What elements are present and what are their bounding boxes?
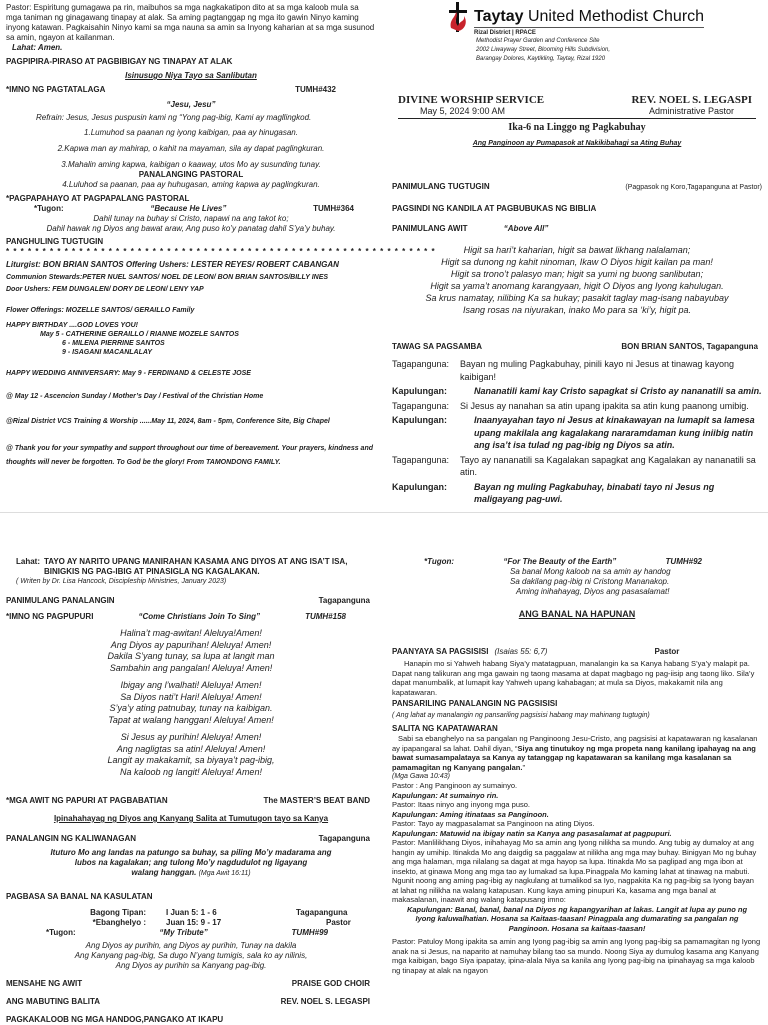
tawag-row (392, 342, 762, 352)
salita-text (392, 734, 762, 772)
cross-and-flame-icon (447, 2, 469, 32)
stanza-line: Ang nagligtas sa atin! Aleluya! Amen! (116, 743, 266, 754)
bagong-tipan-row (6, 908, 376, 918)
exchange-line: Kapulungan: Aming itinataas sa Panginoon. (392, 809, 549, 819)
stewards-line: Communion Stewards:PETER NUEL SANTOS/ NOEL DE LEON/ BON BRIAN SANTOS/BILLY INES (6, 274, 329, 281)
mensahe-row (6, 979, 376, 989)
above-line-3: Higit sa trono’t palasyo man; higit sa yumi ng buong sanlibutan; (450, 269, 704, 279)
bagong-tipan-ref: I Juan 5: 1 - 6 (166, 908, 217, 917)
above-line-2: Higit sa dunong ng kahit ninoman, Ikaw O Diyos higit kailan pa man! (441, 257, 713, 267)
kaliwanagan-line-3-text: walang hanggan. (131, 868, 197, 877)
tribute-number: TUMH#99 (291, 928, 328, 937)
mga-awit: *MGA AWIT NG PAPURI AT PAGBABATIAN (6, 796, 168, 805)
litany-text: Bayan ng muling Pagkabuhay, pinili kayo ni Jesus at tinawag kayong kaibigan! (460, 359, 735, 382)
stanzas (6, 628, 376, 778)
paanyaya-row (392, 647, 762, 657)
litany-text: Bayan ng muling Pagkabuhay, binabati tayo ni Jesus ng maligayang pag-uwi. (474, 481, 715, 504)
mga-awit-row (6, 796, 376, 806)
litany-text: Inaanyayahan tayo ni Jesus at kinakawayan na lumapit sa lamesa upang makilala ang kagalakang nararamdaman kung iniibig natin ang isa’t isa tulad ng pag-ibig ng Diyos sa atin. (474, 415, 755, 450)
stanza (6, 680, 376, 726)
service-date: May 5, 2024 9:00 AM (420, 106, 506, 116)
address-line-1: Methodist Prayer Garden and Conference Site (476, 38, 600, 44)
above-line-5: Sa krus namatay, nilibing Ka sa hukay; pasakit taglay mag-isang nabayubay (425, 293, 729, 303)
bulletin-top-sheet (0, 0, 768, 512)
stanza-line: S’ya’y ating patnubay, tunay na kaibigan. (109, 703, 273, 713)
pastor-last: Pastor: Patuloy Mong ipakita sa amin ang Iyong pag-ibig sa amin ang Iyong pag-ibig sa pamamagitan ng Iyong anak na si Jesus, na naparito at namuhay bilang tao sa mundo. Noong Siya ay dumulog kasama ang Kanyang mga kaibigan, bago Siya ipapatay, ipina-alala Niya sa kanila ang Iyong pag-ibig na ipinahayag sa mga kaloob ng tinapay at alak na ngayon (392, 937, 761, 975)
panimulang-tugtugin: PANIMULANG TUGTUGIN (392, 182, 490, 191)
litany-row (392, 400, 762, 413)
litany-row (392, 454, 762, 479)
district: Rizal District | RPACE (474, 27, 704, 37)
stanza-line: Ang Diyos ay papurihan! Aleluya! Amen! (110, 639, 272, 650)
ebanghelyo-row (6, 918, 376, 928)
stanza-line: Tapat at walang hanggan! Aleluya! Amen! (108, 714, 274, 725)
tribute-line-3: Ang Diyos ay purihin sa Kanyang pag-ibig. (115, 961, 267, 970)
flower-line: Flower Offerings: MOZELLE SANTOS/ GERAILLO Family (6, 307, 195, 314)
pastor-name: REV. NOEL S. LEGASPI (631, 94, 752, 106)
kaliwanagan-leader: Tagapanguna (318, 834, 370, 843)
bottom-right-column (392, 557, 762, 1025)
litany-text: Si Jesus ay nanahan sa atin upang ipakita sa atin kung paanong umibig. (460, 400, 749, 411)
tribute-title: “My Tribute” (159, 928, 208, 937)
wedding-line: HAPPY WEDDING ANNIVERSARY: May 9 - FERDINAND & CELESTE JOSE (6, 370, 251, 377)
stanza-line: Si Jesus ay purihin! Aleluya! Amen! (120, 732, 262, 742)
bottom-left-column (6, 557, 376, 1025)
pagbasa-heading: PAGBASA SA BANAL NA KASULATAN (6, 892, 153, 901)
refrain: Refrain: Jesus, Jesus puspusin kami ng “Yong pag-ibig, Kami ay magllingkod. (36, 113, 312, 122)
above-line-4: Higit sa yama’t anomang karangyaan, higit O Diyos ang Iyong kahulugan. (430, 281, 724, 291)
sunday-name: Ika-6 na Linggo ng Pagkabuhay (508, 122, 646, 133)
salita: SALITA NG KAPATAWARAN (392, 724, 498, 733)
stanza (6, 628, 376, 674)
exchange (392, 781, 762, 838)
written-by: ( Writen by Dr. Lisa Hancock, Discipleship Ministries, January 2023) (16, 578, 227, 585)
beauty-line-3: Aming inihahayag, Diyos ang pasasalamat! (516, 587, 670, 596)
litany-speaker: Tagapanguna: (392, 359, 450, 369)
because-row (6, 204, 376, 214)
top-right-column (392, 0, 762, 512)
tugtugin-row (392, 182, 762, 193)
stanza-line: Sa Diyos nati’t Hari! Aleluya! Amen! (120, 691, 262, 702)
jesu-title: “Jesu, Jesu” (166, 100, 216, 109)
because-number: TUMH#364 (313, 204, 354, 213)
lahat-block (6, 557, 376, 577)
beauty-line-1: Sa banal Mong kaloob na sa amin ay handog (510, 567, 671, 576)
above-line-1: Higit sa hari’t kaharian, higit sa bawat likhang nalalaman; (463, 245, 691, 255)
ebanghelyo-label: *Ebanghelyo : (92, 918, 146, 927)
masters-beat: The MASTER’S BEAT BAND (263, 796, 370, 805)
litany-text: Tayo ay nananatili sa Kagalakan sapagkat ang Kagalakan ay nananatili sa atin. (460, 454, 756, 477)
pastor-prayer: Pastor: Espiritung gumagawa pa rin, maibuhos sa mga nagkakatipon dito at sa mga kaloob mula sa mga taniman ng ginagawang tinapay at alak. Sa aming pagtanggap ng mga ito gawin Ninyo kaming inyong katawan. Pagkaisahin Ninyo kami sa mga nauna sa amin sa Inyong kaharian at sa mga susunod sa amin, ngayon at kailanman. (6, 3, 375, 42)
exchange-line: Pastor : Ang Panginoon ay sumainyo. (392, 781, 518, 790)
litany-speaker: Kapulungan: (392, 415, 447, 425)
church-header (392, 0, 762, 72)
bulletin-bottom-sheet (0, 512, 768, 1024)
panalangin-pastoral: PANALANGING PASTORAL (138, 170, 244, 179)
pansarili: PANSARILING PANALANGIN NG PAGSISISI (392, 699, 558, 708)
church-name-rest: United Methodist Church (527, 8, 705, 25)
kaliwanagan: PANALANGIN NG KALIWANAGAN (6, 834, 137, 843)
isinusugo-heading: Isinusugo Niya Tayo sa Sanlibutan (125, 71, 257, 80)
stanza-line: Dakila S’yang tunay, sa lupa at langit man (107, 651, 275, 661)
beauty-number: TUMH#92 (665, 557, 702, 566)
verse-1: 1.Lumuhod sa paanan ng iyong kaibigan, paa ay hinugasan. (84, 128, 298, 137)
mabuting-balita-row (6, 997, 376, 1007)
panimulang-awit-row (392, 224, 762, 234)
birthday-item-3: 9 - ISAGANI MACANLALAY (62, 349, 153, 356)
tribute-line-1: Ang Diyos ay purihin, ang Diyos ay purihin, Tunay na dakila (85, 941, 297, 950)
mensahe: MENSAHE NG AWIT (6, 979, 83, 988)
kaliwanagan-line-1: Ituturo Mo ang landas na patungo sa buhay, sa piling Mo’y madarama ang (50, 848, 332, 857)
mabuting-pastor: REV. NOEL S. LEGASPI (280, 997, 370, 1006)
imno-pagtatalaga-label: *IMNO NG PAGTATALAGA (6, 85, 106, 94)
bagong-leader: Tagapanguna (296, 908, 348, 917)
tribute-row (6, 928, 376, 938)
exchange-line: Pastor: Tayo ay magpasalamat sa Panginoon na ating Diyos. (392, 819, 595, 828)
litany-text: Nananatili kami kay Cristo sapagkat si Cristo ay nananatili sa amin. (474, 386, 762, 396)
verse-2: 2.Kapwa man ay mahirap, o kahit na mayaman, sila ay dapat paglingkuran. (57, 144, 325, 153)
stanza-line: Na kaloob ng langit! Aleluya! Amen! (120, 766, 262, 777)
tribute-line-2: Ang Kanyang pag-ibig, Sa dugo N’yang tumigis, sala ko ay nilinis, (74, 951, 308, 960)
kaliwanagan-row (6, 834, 376, 844)
kaliwanagan-line-2: lubos na kagalakan; ang tulong Mo’y nagdudulot ng ligayang (74, 858, 308, 867)
pagsindi-heading: PAGSINDI NG KANDILA AT PAGBUBUKAS NG BIBLIA (392, 204, 597, 213)
stanza-line: Ibigay ang l’walhati! Aleluya! Amen! (120, 680, 262, 690)
litany-row (392, 414, 762, 452)
door-ushers-line: Door Ushers: FEM DUNGALEN/ DORY DE LEON/ LENY YAP (6, 286, 204, 293)
above-all-title: “Above All” (503, 224, 549, 233)
panghuling-heading: PANGHULING TUGTUGIN (6, 237, 104, 246)
beauty-tugon: *Tugon: (424, 557, 455, 566)
vcs-line: @Rizal District VCS Training & Worship ......May 11, 2024, 8am - 5pm, Conference Site, Big Chapel (6, 418, 330, 425)
birthday-item-1: May 5 - CATHERINE GERAILLO / RIANNE MOZELE SANTOS (40, 331, 239, 338)
pagpapahayo-heading: *PAGPAPAHAYO AT PAGPAPALANG PASTORAL (6, 194, 190, 203)
tugon-label: *Tugon: (34, 204, 64, 213)
kapulungan-hymn: Kapulungan: Banal, banal, banal na Diyos ng kapangyarihan at lakas. Langit at lupa ay puno ng Iyong kaluwalhatian. Hosana sa Kaitaas-taasan! Pinagpala ang dumarating sa pangalan ng Panginoon. Hosana sa kaitaas-taasan! (406, 904, 748, 933)
service-date-row (392, 106, 762, 116)
panimulang-panalangin-row (6, 596, 376, 606)
address (476, 37, 610, 64)
come-christians-title: “Come Christians Join To Sing” (138, 612, 260, 621)
stanza-line: Langit ay makakamit, sa biyaya’t pag-ibig, (107, 755, 275, 765)
church-name-bold: Taytay (474, 8, 524, 25)
salita-text-1: Sabi sa ebanghelyo na sa pangalan ng Panginoong Jesu-Cristo, ang pagsisisi at kapatawaran ng kasalanan ay ipapangaral sa lahat. Dahil diyan, “ (392, 734, 758, 753)
pagkakaloob: PAGKAKALOOB NG MGA HANDOG,PANGAKO AT IKAPU (6, 1015, 224, 1024)
exchange-line: Kapulungan: Matuwid na ibigay natin sa Kanya ang pasasalamat at pagpupuri. (392, 828, 672, 838)
above-all-lyrics (392, 244, 762, 316)
service-title: DIVINE WORSHIP SERVICE (398, 94, 545, 106)
litany-speaker: Kapulungan: (392, 386, 447, 396)
stanza-line: Sambahin ang pangalan! Aleluya! Amen! (109, 662, 273, 673)
praise-choir: PRAISE GOD CHOIR (291, 979, 370, 988)
ascension-line: @ May 12 - Ascencion Sunday / Mother’s Day / Festival of the Christian Home (6, 393, 264, 400)
ebanghelyo-ref: Juan 15: 9 - 17 (166, 918, 222, 927)
address-line-2: 2002 Liwayway Street, Blooming Hills Subdivision, (476, 47, 611, 53)
imno-pagtatalaga-row (6, 85, 376, 95)
birthday-heading: HAPPY BIRTHDAY ....GOD LOVES YOU! (6, 322, 138, 329)
stanza-line: Halina’t mag-awitan! Aleluya!Amen! (120, 628, 262, 638)
beauty-title: “For The Beauty of the Earth” (503, 557, 617, 566)
panalangin-leader: Tagapanguna (318, 596, 370, 605)
service-theme: Ang Panginoon ay Pumapasok at Nakikibahagi sa Ating Buhay (472, 140, 682, 147)
litany-speaker: Kapulungan: (392, 481, 447, 492)
panimulang-awit: PANIMULANG AWIT (392, 224, 468, 233)
liturgist-line: Liturgist: BON BRIAN SANTOS Offering Ushers: LESTER REYES/ ROBERT CABANGAN (6, 260, 339, 269)
because-line-2: Dahil hawak ng Diyos ang bawat araw, Ang puso ko’y panatag dahil S’ya’y buhay. (46, 224, 336, 233)
litany-row (392, 385, 762, 398)
church-name (474, 8, 704, 26)
beauty-line-2: Sa dakilang pag-ibig ni Cristong Mananakop. (510, 577, 670, 586)
kaliwanagan-line-3 (6, 868, 376, 878)
paanyaya: PAANYAYA SA PAGSISISI (392, 647, 489, 656)
header-divider (398, 118, 756, 119)
litany-row (392, 358, 762, 383)
pansarili-note: ( Ang lahat ay manalangin ng pansariling pagsisisi habang may mahinang tugtugin) (392, 712, 650, 719)
bagong-tipan-label: Bagong Tipan: (90, 908, 146, 917)
tawag-leader: BON BRIAN SANTOS, Tagapanguna (621, 342, 758, 351)
verse-4: 4.Luluhod sa paanan, paa ay huhugasan, aming kapwa ay paglingkuran. (62, 180, 320, 189)
exchange-line: Pastor: Itaas ninyo ang inyong mga puso. (392, 800, 531, 809)
above-line-6: Isang rosas na niyurakan, inako Mo para sa ‘ki’y, higit pa. (463, 305, 691, 315)
because-title: “Because He Lives” (150, 204, 227, 213)
tawag-heading: TAWAG SA PAGSAMBA (392, 342, 483, 351)
imno-pagpupuri: *IMNO NG PAGPUPURI (6, 612, 94, 621)
banal-hapunan: ANG BANAL NA HAPUNAN (518, 609, 636, 619)
stanza (6, 732, 376, 778)
lahat-head: Lahat: (16, 557, 40, 566)
ipinahahayag: Ipinahahayag ng Diyos ang Kanyang Salita at Tumutugon tayo sa Kanya (53, 814, 329, 823)
pagpipira-heading: PAGPIPIRA-PIRASO AT PAGBIBIGAY NG TINAPAY AT ALAK (6, 57, 233, 66)
salita-text-2: ” (522, 762, 525, 772)
mabuting-balita: ANG MABUTING BALITA (6, 997, 101, 1006)
litany (392, 358, 762, 506)
thanks-note: @ Thank you for your sympathy and support throughout our time of bereavement. Your prayers, kindness and thoughts will never be forgotten. To God be the glory! From TAMONDONG FAMILY. (6, 445, 373, 466)
lahat-amen: Lahat: Amen. (12, 43, 63, 52)
paanyaya-text: Hanapin mo si Yahweh habang Siya’y matatagpuan, manalangin ka sa Kanya habang S’ya’y malapit pa. Dapat nang talikuran ang mga gawain ng taong masama at dapat magbago ng pag-iisip ang taong liko. Sila’y dapat manumbalik, at lumapit kay Yahweh upang kahabagan; at mula sa Diyos, makakamit nila ang kapatawaran. (392, 659, 755, 697)
panimulang-panalangin: PANIMULANG PANALANGIN (6, 596, 115, 605)
dotted-divider: * * * * * * * * * * * * * * * * * * * * * * * * * * * * * * * * * * * * * * * * * * * * * * * * * * * * * * * * * * * (6, 247, 436, 256)
service-row (392, 94, 762, 106)
pastor-role: Administrative Pastor (648, 106, 734, 116)
awit-reference: (Mga Awit 16:11) (198, 870, 251, 877)
paanyaya-pastor: Pastor (654, 647, 680, 656)
birthday-item-2: 6 - MILENA PIERRINE SANTOS (62, 340, 165, 347)
litany-speaker: Tagapanguna: (392, 400, 450, 411)
beauty-row (392, 557, 762, 567)
mga-gawa-ref: (Mga Gawa 10:43) (392, 773, 450, 780)
litany-row (392, 481, 762, 506)
pastor-long: Pastor: Manlilikhang Diyos, inihahayag Mo sa amin ang Iyong nilikha sa mundo. Ang tubig ay dumaloy at ang hangin ay umihip. Itinakda Mo ang daigdig sa paggalaw at nilikha ang mga may buhay. Binigyan Mo ng buhay ang mga halaman, mga nilalang sa dagat at mga hayop sa lupa. Itinakda Mo sa paglipad ang mga ibon at insekto, at ginawa Mong ang mga tao ay lumakad sa lupa.Pinagpala Mo kaming lahat at tinawag na mabuti. Ngunit noong ang aming pag-ibig ay nagkulang at tumalikod sa Iyo, nagpakita Ka ng pag-ibig sa Iyong bayan at lahat ng nilikha na walang katapusan. Kung kaya aming pinupuri Ka, kasama ang mga banal at makasalanan, inaawit ang walang katapusang imno: (392, 838, 757, 904)
paanyaya-ref: (Isaias 55: 6,7) (494, 647, 548, 656)
tugtugin-note: (Pagpasok ng Koro,Tagapanguna at Pastor) (625, 184, 762, 191)
imno-pagtatalaga-number: TUMH#432 (295, 85, 336, 94)
exchange-line: Kapulungan: At sumainyo rin. (392, 790, 499, 800)
tribute-tugon: *Tugon: (46, 928, 76, 937)
lahat-text: TAYO AY NARITO UPANG MANIRAHAN KASAMA ANG DIYOS AT ANG ISA’T ISA, BINIGKIS NG PAG-IBIG AT PINASIGLA NG KAGALAKAN. (44, 557, 348, 576)
imno-pagpupuri-row (6, 612, 376, 622)
litany-speaker: Tagapanguna: (392, 454, 450, 465)
verse-3: 3.Mahalin aming kapwa, kaibigan o kaaway, utos Mo ay susunding tunay. (61, 160, 321, 169)
ebanghelyo-leader: Pastor (326, 918, 351, 927)
come-christians-number: TUMH#158 (305, 612, 346, 621)
because-line-1: Dahil tunay na buhay si Cristo, napawi na ang takot ko; (93, 214, 289, 223)
address-line-3: Barangay Dolores, Kaytikling, Taytay, Rizal 1920 (476, 56, 606, 62)
salita-bold: Siya ang tinutukoy ng mga propeta nang kanilang ipahayag na ang bawat sumasampalataya sa Kanya ay tatanggap ng kapatawaran sa kanilang mga kasalanan sa pamamagitan ng Kanyang pangalan. (392, 743, 756, 772)
